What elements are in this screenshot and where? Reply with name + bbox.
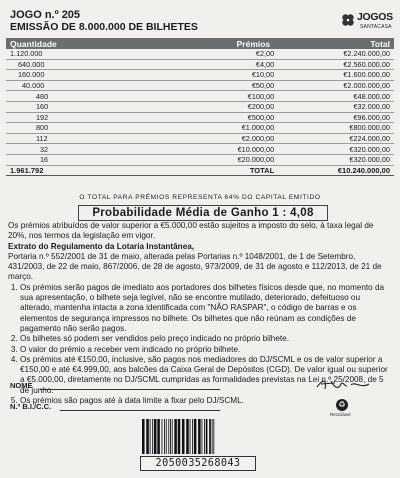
list-item: 1. Os prémios serão pagos de imediato aos portadores dos bilhetes físicos desde que, no momento da sua apresentação, o bilhete seja legível, não se encontre mutilado, deteriorado, defeituoso ou alterado, mantenha intacta a zona identificada com "NÃO RASPAR", o código de barras e os elementos de segurança impressos no bilhete. Os bilhetes que não reúnam as condições de pagamento não serão pagos. <box>20 283 394 334</box>
row-prize: €20.000,00 <box>118 154 274 165</box>
barcode-bar <box>168 419 169 454</box>
row-quantity: 800 <box>6 123 118 134</box>
table-total-row <box>6 165 394 176</box>
barcode-bar <box>202 419 203 454</box>
table-row <box>6 101 394 112</box>
logo-subtext: SANTACASA <box>360 24 392 30</box>
barcode-bar <box>162 419 163 454</box>
recycle-label: Reciclável <box>330 412 351 417</box>
barcode-bar <box>154 419 157 454</box>
barcode-bar <box>182 419 185 454</box>
row-total: €1.600.000,00 <box>274 70 394 81</box>
row-prize: €10,00 <box>118 70 274 81</box>
tax-paragraph: Os prémios atribuídos de valor superior a €5.000,00 estão sujeitos a imposto do selo, à taxa legal de 20%, nos termos da legislação em vigor. <box>8 221 374 241</box>
table-row <box>6 123 394 134</box>
portaria-paragraph: Portaria n.º 552/2001 de 31 de maio, alterada pelas Portarias n.º 1048/2001, de 1 de Setembro, 431/2003, de 22 de maio, 867/2006, de 28 de agosto, 973/2009, de 31 de agosto e 112/2013, de 21 de março. <box>8 251 382 282</box>
barcode-bar <box>206 419 208 454</box>
row-quantity: 16 <box>6 154 118 165</box>
row-quantity: 1.120.000 <box>6 49 118 59</box>
clover-logo-icon <box>341 13 355 27</box>
row-quantity: 192 <box>6 112 118 123</box>
table-row <box>6 59 394 70</box>
col-premios: Prémios <box>118 38 274 49</box>
barcode-bar <box>198 419 201 454</box>
list-item: 5. Os prémios são pagos até à data limite a fixar pelo DJ/SCML. <box>20 396 394 406</box>
table-row <box>6 91 394 102</box>
table-row <box>6 80 394 91</box>
barcode-bar <box>178 419 181 454</box>
table-row <box>6 70 394 81</box>
barcode-bar <box>204 419 205 454</box>
row-total: €96.000,00 <box>274 112 394 123</box>
barcode-bar <box>152 419 153 454</box>
row-quantity: 32 <box>6 144 118 155</box>
row-quantity: 160 <box>6 101 118 112</box>
prize-table-header <box>6 38 394 49</box>
row-prize: €1.000,00 <box>118 123 274 134</box>
row-prize: €2.000,00 <box>118 133 274 144</box>
probability-box: Probabilidade Média de Ganho 1 : 4,08 <box>78 205 328 221</box>
name-label: NOME <box>10 381 33 390</box>
barcode-bar <box>194 419 197 454</box>
barcode-bar <box>192 419 193 454</box>
barcode-bar <box>142 419 145 454</box>
barcode-bar <box>212 419 213 454</box>
barcode-bar <box>157 419 160 454</box>
row-prize: €4,00 <box>118 59 274 70</box>
row-quantity: 112 <box>6 133 118 144</box>
barcode <box>140 419 255 454</box>
barcode-bar <box>164 419 165 454</box>
row-quantity: 160.000 <box>6 70 118 81</box>
table-row <box>6 144 394 155</box>
row-quantity: 40.000 <box>6 80 118 91</box>
id-label: N.º B.I./C.C. <box>10 402 52 411</box>
emission-info: EMISSÃO DE 8.000.000 DE BILHETES <box>10 21 198 33</box>
row-prize: €200,00 <box>118 101 274 112</box>
signature-icon <box>313 375 373 395</box>
row-total: €2.240.000,00 <box>274 49 394 59</box>
barcode-bar <box>186 419 189 454</box>
list-item: 2. Os bilhetes só podem ser vendidos pelo preço indicado no próprio bilhete. <box>20 334 394 344</box>
row-total: €2.560.000,00 <box>274 59 394 70</box>
barcode-bar <box>209 419 211 454</box>
row-prize: €500,00 <box>118 112 274 123</box>
barcode-number: 2050035268043 <box>140 456 256 471</box>
barcode-bar <box>166 419 167 454</box>
id-field[interactable] <box>60 410 220 411</box>
prize-table <box>6 38 394 176</box>
row-total: €2.000.000,00 <box>274 80 394 91</box>
recycle-icon: ♻ <box>336 399 348 411</box>
capital-note: O TOTAL PARA PRÉMIOS REPRESENTA 64% DO CAPITAL EMITIDO <box>79 194 321 201</box>
table-row <box>6 49 394 59</box>
row-quantity: 480 <box>6 91 118 102</box>
row-total: €224.000,00 <box>274 133 394 144</box>
barcode-bar <box>172 419 173 454</box>
table-row <box>6 112 394 123</box>
total-quantity: 1.961.792 <box>6 165 118 176</box>
row-prize: €10.000,00 <box>118 144 274 155</box>
barcode-bar <box>150 419 151 454</box>
col-quantidade: Quantidade <box>6 38 118 49</box>
total-label: TOTAL <box>118 165 274 176</box>
list-item: 4. Os prémios até €150,00, inclusive, são pagos nos mediadores do DJ/SCML e os de valor superior a €150,00 e até €4.999,00, aos balcões da Caixa Geral de Depósitos (CGD). De valor igual ou superior a €5.000,00, diretamente no DJ/SCML cumpridas as formalidades previstas na Lei n.º 25/2008, de 5 de junho. <box>20 355 394 396</box>
barcode-bar <box>213 419 214 454</box>
row-total: €800.000,00 <box>274 123 394 134</box>
total-value: €10.240.000,00 <box>274 165 394 176</box>
logo-text: JOGOS <box>357 11 393 23</box>
table-row <box>6 133 394 144</box>
col-total: Total <box>274 38 394 49</box>
row-total: €48.000,00 <box>274 91 394 102</box>
barcode-bar <box>190 419 191 454</box>
row-quantity: 640.000 <box>6 59 118 70</box>
extract-title: Extrato do Regulamento da Lotaria Instantânea, <box>8 241 195 251</box>
row-total: €32.000,00 <box>274 101 394 112</box>
row-total: €320.000,00 <box>274 154 394 165</box>
barcode-bar <box>170 419 171 454</box>
row-prize: €2,00 <box>118 49 274 59</box>
game-number: JOGO n.º 205 <box>10 9 81 21</box>
row-prize: €50,00 <box>118 80 274 91</box>
barcode-bar <box>174 419 177 454</box>
row-total: €320.000,00 <box>274 144 394 155</box>
table-row <box>6 154 394 165</box>
barcode-bar <box>146 419 149 454</box>
name-field[interactable] <box>40 389 220 390</box>
row-prize: €100,00 <box>118 91 274 102</box>
list-item: 3. O valor do prémio a receber vem indicado no próprio bilhete. <box>20 345 394 355</box>
